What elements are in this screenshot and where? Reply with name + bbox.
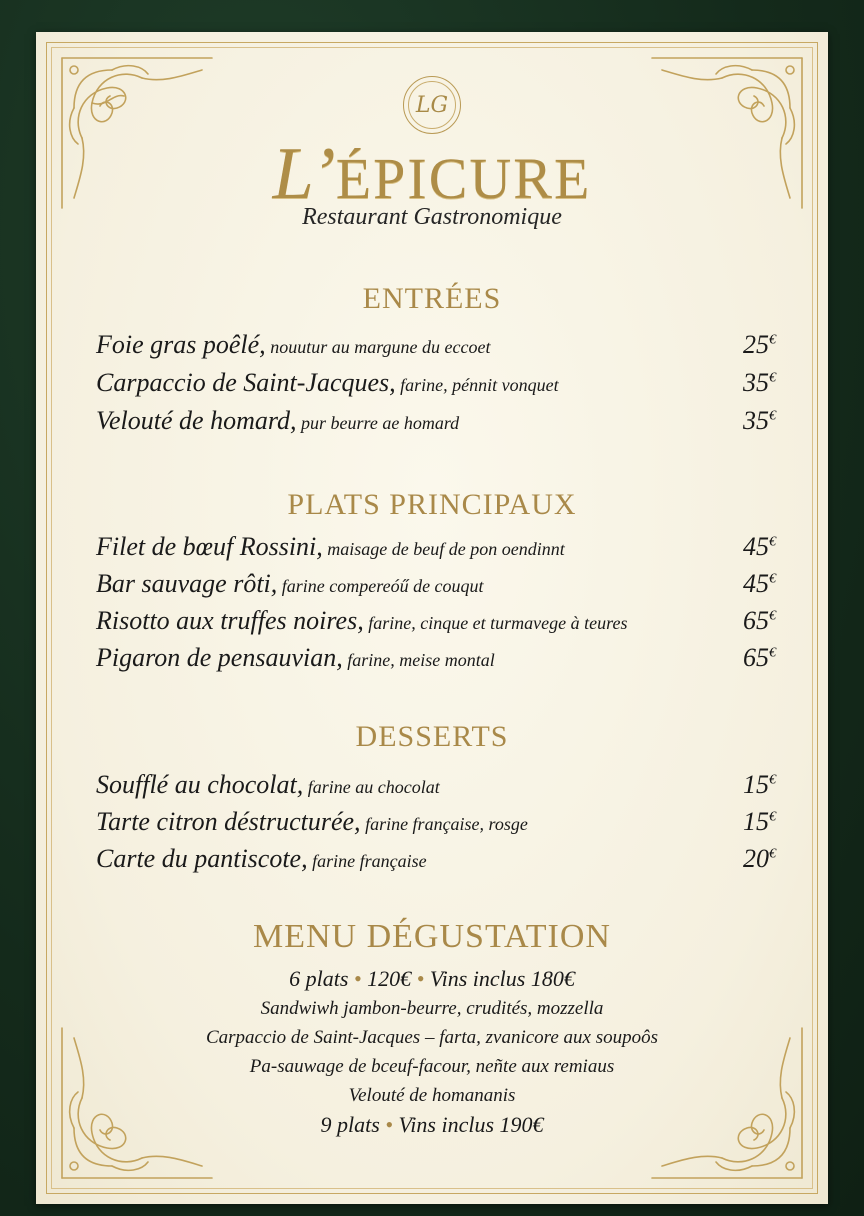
monogram-text: LG	[415, 92, 449, 118]
item-name: Foie gras poêlé,	[96, 330, 266, 359]
menu-item	[96, 770, 776, 804]
menu-item	[96, 330, 776, 364]
tasting-course: Sandwiwh jambon-beurre, crudités, mozzella	[260, 998, 604, 1019]
item-desc: farine, pénnit vonquet	[395, 375, 559, 395]
menu-item	[96, 532, 776, 566]
section-title-desserts: DESSERTS	[355, 720, 509, 753]
item-price: 35€	[743, 368, 776, 397]
restaurant-subtitle: Restaurant Gastronomique	[302, 204, 562, 230]
menu-item	[96, 807, 776, 841]
menu-item	[96, 844, 776, 878]
item-name: Carte du pantiscote,	[96, 844, 308, 873]
item-name: Tarte citron déstructurée,	[96, 807, 361, 836]
item-desc: farine française, rosge	[360, 814, 528, 834]
item-desc: farine au chocolat	[303, 777, 440, 797]
menu-item	[96, 406, 776, 440]
item-desc: maisage de beuf de pon oendinnt	[322, 539, 565, 559]
item-price: 15€	[743, 770, 776, 799]
section-title-entrees: ENTRÉES	[362, 282, 502, 315]
item-price: 25€	[743, 330, 776, 359]
item-name: Filet de bœuf Rossini,	[96, 532, 323, 561]
menu-item	[96, 569, 776, 603]
item-desc: farine compereóű de couqut	[277, 576, 484, 596]
item-desc: farine, meise montal	[342, 650, 495, 670]
item-price: 45€	[743, 532, 776, 561]
menu-item	[96, 606, 776, 640]
item-name: Carpaccio de Saint-Jacques,	[96, 368, 396, 397]
item-name: Soufflé au chocolat,	[96, 770, 304, 799]
title-script: L’	[272, 133, 336, 215]
menu-card	[36, 32, 828, 1204]
tasting-line-first: 6 plats • 120€ • Vins inclus 180€	[289, 966, 575, 991]
item-desc: farine, cinque et turmavege à teures	[363, 613, 628, 633]
tasting-course: Pa-sauwage de bceuf-facour, neñte aux remiaus	[249, 1056, 615, 1077]
item-desc: nouutur au margune du eccoet	[265, 337, 491, 357]
item-name: Bar sauvage rôti,	[96, 569, 278, 598]
section-title-tasting: MENU DÉGUSTATION	[253, 918, 611, 955]
item-desc: farine française	[307, 851, 427, 871]
item-price: 35€	[743, 406, 776, 435]
item-name: Pigaron de pensauvian,	[96, 643, 343, 672]
menu-item	[96, 368, 776, 402]
item-price: 15€	[743, 807, 776, 836]
item-price: 20€	[743, 844, 776, 873]
tasting-line-last: 9 plats • Vins inclus 190€	[320, 1112, 544, 1137]
section-title-plats: PLATS PRINCIPAUX	[287, 488, 577, 521]
tasting-course: Carpaccio de Saint-Jacques – farta, zvanicore aux soupoôs	[205, 1027, 659, 1048]
monogram-logo	[403, 76, 461, 134]
item-price: 65€	[743, 606, 776, 635]
item-desc: pur beurre ae homard	[296, 413, 460, 433]
item-price: 45€	[743, 569, 776, 598]
menu-item	[96, 643, 776, 677]
title-caps: ÉPICURE	[335, 146, 592, 211]
item-name: Risotto aux truffes noires,	[96, 606, 364, 635]
item-name: Velouté de homard,	[96, 406, 297, 435]
tasting-course: Velouté de homananis	[348, 1085, 516, 1106]
item-price: 65€	[743, 643, 776, 672]
